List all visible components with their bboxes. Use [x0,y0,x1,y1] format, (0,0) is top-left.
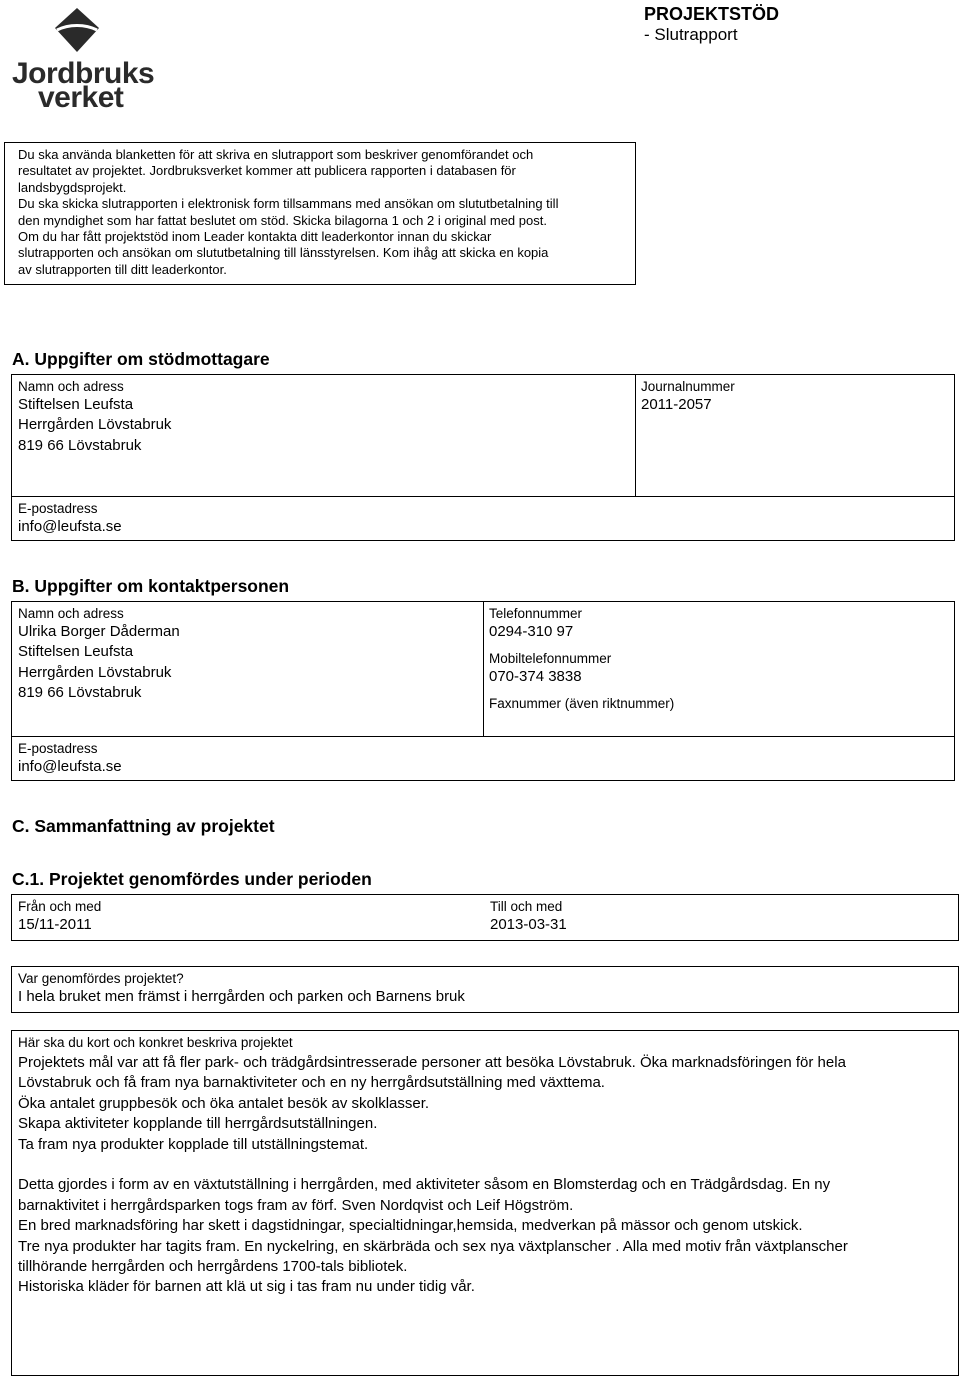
description-label: Här ska du kort och konkret beskriva projektet [18,1035,293,1050]
section-b-phone-box [483,601,955,737]
period-from-label: Från och med [18,899,102,914]
section-a-email-value[interactable]: info@leufsta.se [18,518,122,535]
section-a-journal-box [635,374,955,497]
logo [12,6,155,114]
intro-text: Du ska använda blanketten för att skriva en slutrapport som beskriver genomförandet och resultatet av projektet. Jordbruksverket kommer att publicera rapporten i databasen för landsbygdsprojekt. Du ska skicka slutrapporten i elektronisk form tillsammans med ansökan om slututbetalning till den myndighet som har fattat beslutet om stöd. Skicka bilagorna 1 och 2 i original med post. Om du har fått projektstöd inom Leader kontakta ditt leaderkontor innan du skickar slutrapporten och ansökan om slututbetalning till länsstyrelsen. Kom ihåg att skicka en kopia av slutrapporten till ditt leaderkontor. [18,147,559,277]
section-b-phone-label: Telefonnummer [489,606,583,621]
section-a-email-box [11,496,955,541]
section-c1-location-box [11,966,959,1013]
location-label: Var genomfördes projektet? [18,971,184,986]
section-b-name-value[interactable]: Ulrika Borger Dåderman Stiftelsen Leufsta Herrgården Lövstabruk 819 66 Lövstabruk [18,623,180,702]
section-a-journal-label: Journalnummer [641,379,735,394]
section-b-email-box [11,736,955,781]
section-b-phone-value[interactable]: 0294-310 97 [489,623,574,640]
section-b-mobile-value[interactable]: 070-374 3838 [489,668,582,685]
section-c1-period-box [11,894,959,941]
section-a-name-box [11,374,636,497]
jordbruksverket-logo-icon [47,6,107,56]
section-b-email-value[interactable]: info@leufsta.se [18,758,122,775]
period-to-label: Till och med [490,899,563,914]
section-c1-description-box [11,1030,959,1376]
section-b-heading: B. Uppgifter om kontaktpersonen [12,576,290,596]
period-from-value[interactable]: 15/11-2011 [18,916,92,933]
section-c-heading: C. Sammanfattning av projektet [12,816,275,836]
section-a-name-value[interactable]: Stiftelsen Leufsta Herrgården Lövstabruk 819 66 Lövstabruk [18,396,172,454]
section-b-mobile-label: Mobiltelefonnummer [489,651,612,666]
logo-line-2: verket [38,81,124,114]
section-a-email-label: E-postadress [18,501,98,516]
form-subtitle: - Slutrapport [644,25,738,44]
intro-box [4,142,636,285]
location-value[interactable]: I hela bruket men främst i herrgården och parken och Barnens bruk [18,988,465,1005]
section-b-email-label: E-postadress [18,741,98,756]
section-a-journal-value[interactable]: 2011-2057 [641,396,712,413]
logo-line-1: Jordbruks [12,57,155,90]
description-value[interactable]: Projektets mål var att få fler park- och trädgårdsintresserade personer att besöka Lövstabruk. Öka marknadsföringen för hela Lövstabruk och få fram nya barnaktiviteter och en ny herrgårdsutställning med växttema. Öka antalet gruppbesök och öka antalet besök av skolklasser. Skapa aktiviteter kopplande till herrgårdsutställningen. Ta fram nya produkter kopplade till utställningstemat. Detta gjordes i form av en växtutställning i herrgården, med aktiviteter såsom en Blomsterdag och en Trädgårdsdag. En ny barnaktivitet i herrgårdsparken togs fram av förf. Sven Nordqvist och Leif Högström. En bred marknadsföring har skett i dagstidningar, specialtidningar,hemsida, medverkan på mässor och genom utskick. Tre nya produkter har tagits fram. En nyckelring, en skärbräda och sex nya växtplanscher . Alla med motiv från växtplanscher tillhörande herrgården och herrgårdens 1700-tals bibliotek. Historiska kläder för barnen att klä ut sig i tas fram nu under tidig vår. [18,1054,848,1296]
section-b-name-label: Namn och adress [18,606,124,621]
period-to-value[interactable]: 2013-03-31 [490,916,567,933]
section-c1-heading: C.1. Projektet genomfördes under perioden [12,869,372,889]
section-a-name-label: Namn och adress [18,379,124,394]
section-a-heading: A. Uppgifter om stödmottagare [12,349,270,369]
section-b-name-box [11,601,484,737]
section-b-fax-label: Faxnummer (även riktnummer) [489,696,675,711]
form-title: PROJEKTSTÖD [644,4,780,24]
